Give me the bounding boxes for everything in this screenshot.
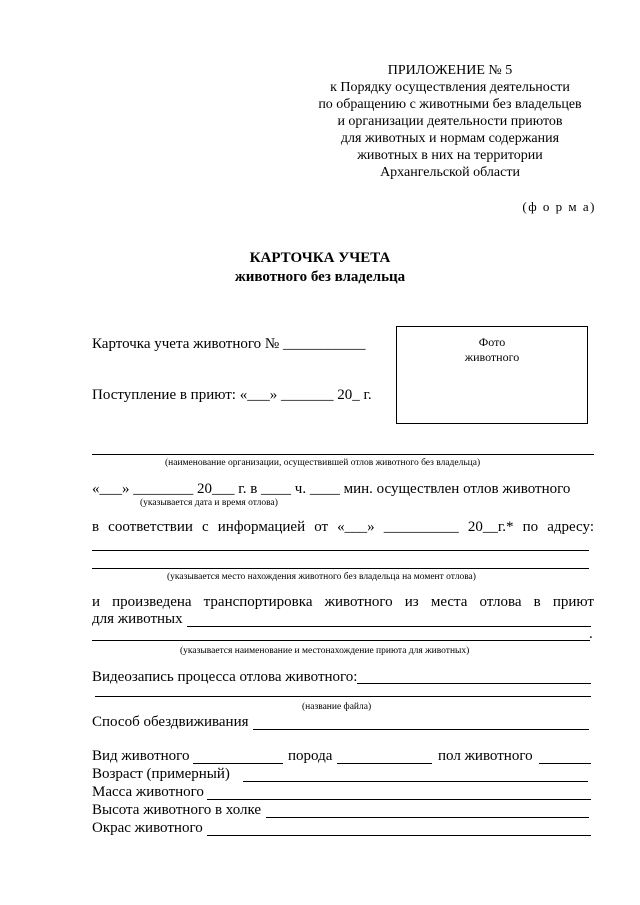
sex-field-line[interactable] — [539, 763, 591, 764]
shelter-line-2[interactable] — [92, 640, 590, 641]
immobilization-field-line[interactable] — [253, 729, 589, 730]
file-field-line[interactable] — [95, 696, 591, 697]
mass-label: Масса животного — [92, 784, 204, 800]
height-field-line[interactable] — [266, 817, 589, 818]
address-line-1[interactable] — [92, 550, 589, 551]
age-label: Возраст (примерный) — [92, 766, 230, 782]
transport-text-cont: для животных — [92, 611, 183, 627]
org-field-line[interactable] — [92, 454, 594, 455]
shelter-period: . — [589, 626, 593, 642]
form-label: (ф о р м а) — [522, 199, 596, 214]
card-number-field[interactable]: Карточка учета животного № ___________ — [92, 336, 366, 352]
breed-label: порода — [288, 748, 333, 764]
annex-line: Архангельской области — [380, 165, 520, 180]
annex-header: ПРИЛОЖЕНИЕ № 5 — [387, 63, 513, 78]
immobilization-label: Способ обездвиживания — [92, 714, 249, 730]
species-field-line[interactable] — [193, 763, 283, 764]
annex-block — [300, 62, 600, 181]
annex-line: и организации деятельности приютов — [337, 114, 563, 129]
video-label: Видеозапись процесса отлова животного: — [92, 669, 358, 685]
annex-line: для животных и нормам содержания — [340, 131, 560, 146]
document-title — [0, 249, 640, 287]
annex-line: по обращению с животными без владельцев — [318, 97, 582, 112]
video-field-line[interactable] — [357, 683, 591, 684]
location-caption: (указывается место нахождения животного без владельца на момент отлова) — [167, 572, 476, 582]
admission-date-field[interactable]: Поступление в приют: «___» _______ 20_ г. — [92, 387, 372, 403]
photo-label-line1: Фото — [478, 335, 506, 349]
color-field-line[interactable] — [207, 835, 591, 836]
address-line-2[interactable] — [92, 568, 589, 569]
photo-label-line2: животного — [464, 350, 520, 364]
capture-date-caption: (указывается дата и время отлова) — [140, 498, 278, 508]
sex-label: пол животного — [438, 748, 533, 764]
shelter-line-1[interactable] — [187, 626, 591, 627]
breed-field-line[interactable] — [337, 763, 432, 764]
title-line2: животного без владельца — [234, 269, 406, 285]
accordance-field[interactable]: в соответствии с информацией от «___» __________ 20__г.* по адресу: — [92, 519, 594, 535]
transport-text: и произведена транспортировка животного из места отлова в приют — [92, 594, 594, 610]
species-label: Вид животного — [92, 748, 190, 764]
org-caption: (наименование организации, осуществившей отлов животного без владельца) — [165, 458, 481, 468]
title-line1: КАРТОЧКА УЧЕТА — [249, 250, 391, 266]
mass-field-line[interactable] — [207, 799, 591, 800]
shelter-caption: (указывается наименование и местонахождение приюта для животных) — [180, 646, 470, 656]
photo-box — [396, 326, 588, 424]
height-label: Высота животного в холке — [92, 802, 262, 818]
annex-line: к Порядку осуществления деятельности — [330, 80, 570, 95]
file-caption: (название файла) — [302, 702, 372, 712]
annex-line: животных в них на территории — [357, 148, 543, 163]
color-label: Окрас животного — [92, 820, 203, 836]
capture-date-field[interactable]: «___» ________ 20___ г. в ____ ч. ____ мин. осуществлен отлов животного — [92, 481, 571, 497]
age-field-line[interactable] — [243, 781, 588, 782]
